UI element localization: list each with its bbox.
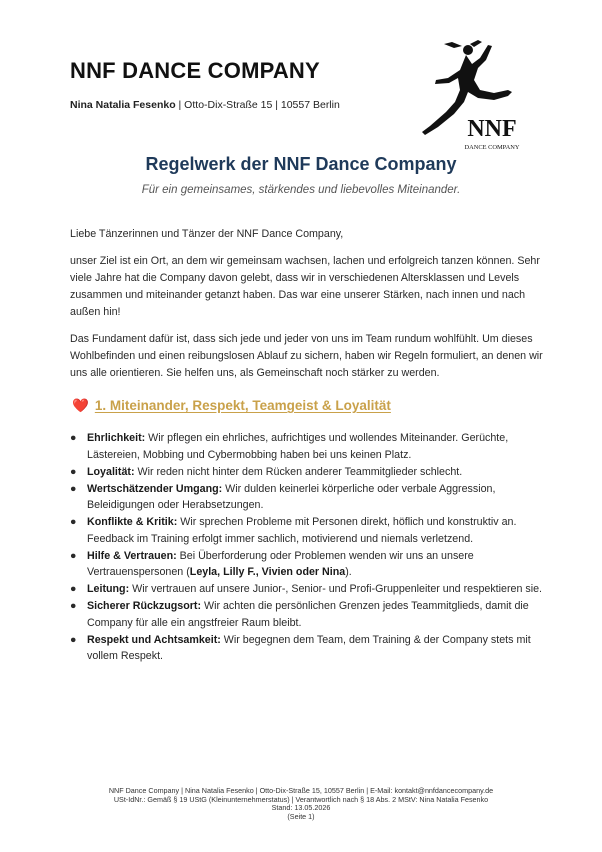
logo-subtext: DANCE COMPANY [464,144,520,151]
list-item [70,548,550,581]
bullet-icon: ● [70,633,77,646]
rules-list [70,430,550,665]
list-item [70,430,550,463]
greeting: Liebe Tänzerinnen und Tänzer der NNF Dance Company, [70,228,344,240]
section-heading-text: 1. Miteinander, Respekt, Teamgeist & Loyalität [94,398,391,413]
intro-paragraph-1: unser Ziel ist ein Ort, an dem wir gemeinsam wachsen, lachen und erfolgreich tanzen können. Sehr viele Jahre hat die Company davon gelebt, dass wir in verschiedenen Altersklassen und Levels zusammen und miteinander getanzt haben. Das war eine unserer Stärken, nach innen und nach außen hin! [70,255,540,318]
rule-text: Wir pflegen ein ehrliches, aufrichtiges und wollendes Miteinander. Gerüchte, Lästereien, Mobbing und Cybermobbing haben bei uns keinen Platz. [87,432,509,461]
company-logo [408,40,526,155]
rule-text: Wir achten die persönlichen Grenzen jedes Teammitglieds, damit die Company für alle ein angstfreier Raum bleibt. [87,600,529,629]
footer-line: NNF Dance Company | Nina Natalia Fesenko | Otto-Dix-Straße 15, 10557 Berlin | E-Mail: kontakt@nnfdancecompany.de [108,786,494,795]
document-subtitle: Für ein gemeinsames, stärkendes und liebevolles Miteinander. [141,184,461,196]
rule-term: Ehrlichkeit: [87,432,146,444]
rule-term: Loyalität: [87,465,135,478]
rule-text: Wir vertrauen auf unsere Junior-, Senior- und Profi-Gruppenleiter und respektieren sie. [129,583,543,595]
bullet-icon: ● [70,482,77,495]
list-item [70,581,550,598]
rule-text-end: ). [345,566,352,578]
page-footer [0,787,602,821]
intro-paragraph-2: Das Fundament dafür ist, dass sich jede und jeder von uns im Team rundum wohlfühlt. Um dieses Wohlbefinden und einen reibungslosen Ablauf zu sichern, haben wir Regeln formuliert, an denen wir uns alle orientieren. Sie helfen uns, als Gemeinschaft noch stärker zu werden. [70,333,543,379]
rule-term: Konflikte & Kritik: [87,516,178,528]
rule-term: Respekt und Achtsamkeit: [87,633,221,646]
bullet-icon: ● [70,549,77,562]
rule-text: Wir begegnen dem Team, dem Training & der Company stets mit vollem Respekt. [87,633,531,662]
logo-text: NNF [467,116,517,142]
list-item [70,632,550,665]
footer-date: Stand: 13.05.2026 [271,803,331,813]
document-title: Regelwerk der NNF Dance Company [145,154,457,174]
list-item [70,598,550,631]
bullet-icon: ● [70,583,77,595]
heart-icon: ❤️ [72,398,89,413]
rule-term: Wertschätzender Umgang: [87,482,223,495]
intro-block [70,226,548,392]
bullet-icon: ● [70,516,77,528]
page-number: (Seite 1) [287,811,315,821]
address-line [70,99,340,111]
address-text: | Otto-Dix-Straße 15 | 10557 Berlin [175,99,340,111]
rule-text: Bei Überforderung oder Problemen wenden wir uns an unsere Vertrauenspersonen ( [87,549,474,578]
trusted-persons: Leyla, Lilly F., Vivien oder Nina [189,566,346,578]
footer-line: USt-IdNr.: Gemäß § 19 UStG (Kleinunternehmerstatus) | Verantwortlich nach § 18 Abs. 2 MStV: Nina Natalia Fesenko [113,794,489,804]
list-item [70,514,550,547]
company-name: NNF DANCE COMPANY [70,58,320,83]
section-heading [72,398,391,414]
rule-term: Sicherer Rückzugsort: [87,600,202,612]
bullet-icon: ● [70,432,77,444]
rule-text: Wir sprechen Probleme mit Personen direkt, höflich und konstruktiv an. Feedback im Training erfolgt immer sachlich, motivierend und niemals verletzend. [87,516,517,545]
list-item [70,481,550,514]
bullet-icon: ● [70,600,77,612]
owner-name: Nina Natalia Fesenko [70,99,176,111]
rule-text: Wir dulden keinerlei körperliche oder verbale Aggression, Beleidigungen oder Herabsetzungen. [87,482,496,511]
list-item [70,464,550,481]
rule-text: Wir reden nicht hinter dem Rücken anderer Teammitglieder schlecht. [134,465,463,478]
bullet-icon: ● [70,465,77,478]
rule-term: Hilfe & Vertrauen: [87,549,177,562]
rule-term: Leitung: [87,583,130,595]
